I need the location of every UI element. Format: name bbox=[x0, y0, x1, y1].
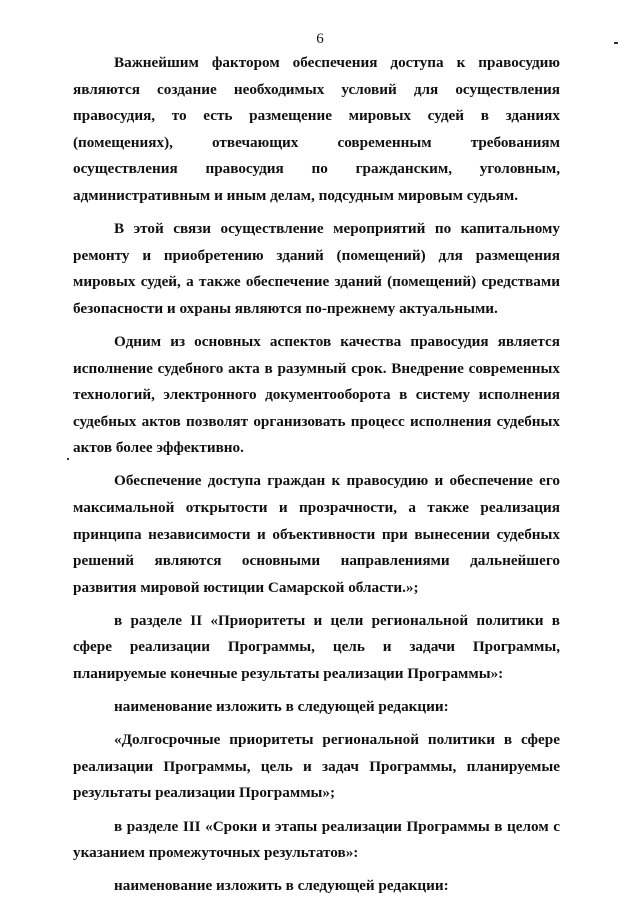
scan-mark bbox=[67, 458, 69, 460]
scan-mark bbox=[614, 42, 618, 44]
page-number: 6 bbox=[316, 31, 324, 47]
paragraph: Обеспечение доступа граждан к правосудию и обеспечение его максимальной открытости и прозрачности, а также реализация принципа независимости и объективности при вынесении судебных решений являются основными направлениями дальнейшего развития мировой юстиции Самарской области.»; bbox=[73, 472, 560, 596]
document-body bbox=[73, 50, 560, 906]
paragraph: В этой связи осуществление мероприятий по капитальному ремонту и приобретению зданий (помещений) для размещения мировых судей, а также обеспечение зданий (помещений) средствами безопасности и охраны являются по-прежнему актуальными. bbox=[73, 220, 560, 317]
paragraph: Одним из основных аспектов качества правосудия является исполнение судебного акта в разумный срок. Внедрение современных технологий, электронного документооборота в систему исполнения судебных актов позволят организовать процесс исполнения судебных актов более эффективно. bbox=[73, 332, 560, 457]
paragraph: в разделе II «Приоритеты и цели региональной политики в сфере реализации Программы, цель и задачи Программы, планируемые конечные результаты реализации Программы»: bbox=[73, 611, 560, 683]
paragraph: «Долгосрочные приоритеты региональной политики в сфере реализации Программы, цель и задач Программы, планируемые результаты реализации Программы»; bbox=[73, 731, 560, 802]
paragraph: наименование изложить в следующей редакции: bbox=[114, 877, 449, 895]
paragraph: наименование изложить в следующей редакции: bbox=[114, 698, 449, 716]
paragraph: Важнейшим фактором обеспечения доступа к правосудию являются создание необходимых условий для осуществления правосудия, то есть размещение мировых судей в зданиях (помещениях), отвечающих современным требованиям осуществления правосудия по гражданским, уголовным, административным и иным делам, подсудным мировым судьям. bbox=[73, 54, 560, 204]
paragraph: в разделе III «Сроки и этапы реализации Программы в целом с указанием промежуточных результатов»: bbox=[73, 817, 560, 862]
